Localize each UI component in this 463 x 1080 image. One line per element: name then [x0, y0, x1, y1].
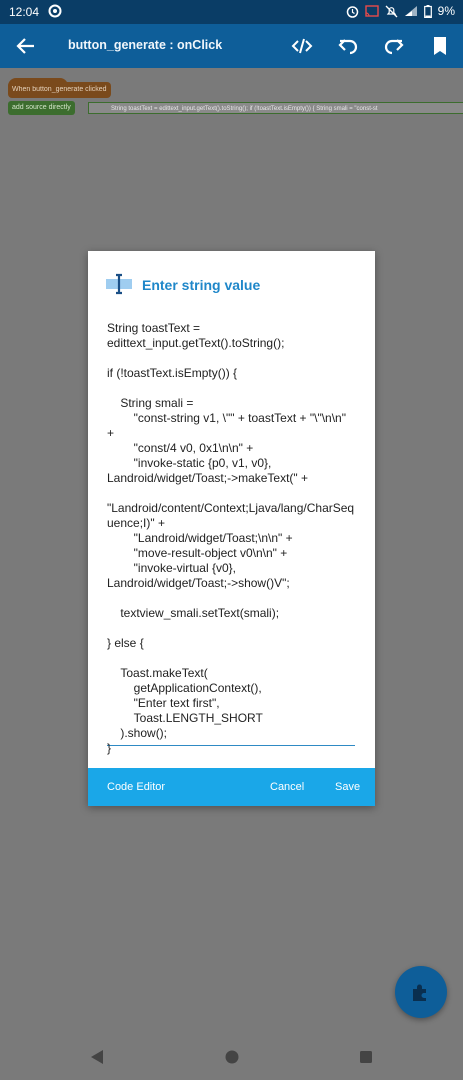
save-button[interactable]: Save	[335, 781, 361, 793]
settings-icon	[48, 4, 62, 18]
alarm-icon	[346, 5, 359, 18]
back-triangle-icon[interactable]	[89, 1049, 105, 1065]
text-cursor-icon	[106, 273, 132, 295]
event-block[interactable]: When button_generate clicked	[8, 82, 111, 98]
app-bar	[0, 24, 463, 68]
mute-icon	[385, 5, 398, 18]
string-input-dialog	[88, 251, 375, 806]
dialog-title: Enter string value	[142, 277, 261, 293]
signal-icon	[404, 5, 418, 17]
code-text[interactable]: String toastText = edittext_input.getText().toString(); if (!toastText.isEmpty()) { String smali = "const-string v1, \"" + toastText + "\"\n\n" + "const/4 v0, 0x1\n\n" + "invoke-static {p0, v1, v0}, Landroid/widget/Toast;->makeText(" + "Landroid/content/Context;Ljava/lang/CharSequence;I)" + "Landroid/widget/Toast;\n\n" + "move-result-object v0\n\n" + "invoke-virtual {v0}, Landroid/widget/Toast;->show()V"; textview_smali.setText(smali); } else { Toast.makeText( getApplicationContext(), "Enter text first", Toast.LENGTH_SHORT ).show(); }	[107, 321, 355, 755]
code-editor-button[interactable]: Code Editor	[107, 781, 166, 793]
add-source-block[interactable]: add source directly	[8, 101, 75, 115]
add-block-button[interactable]	[395, 966, 447, 1018]
battery-percent: 9%	[437, 4, 455, 18]
redo-icon[interactable]	[382, 34, 406, 58]
home-circle-icon[interactable]	[224, 1049, 240, 1065]
string-value-input[interactable]	[107, 321, 355, 755]
puzzle-piece-icon	[409, 980, 433, 1004]
status-time: 12:04	[9, 5, 40, 19]
battery-icon	[424, 5, 432, 18]
recents-square-icon[interactable]	[358, 1049, 374, 1065]
undo-icon[interactable]	[336, 34, 360, 58]
bookmark-icon[interactable]	[428, 34, 452, 58]
status-bar	[0, 0, 463, 24]
system-nav-bar	[0, 1034, 463, 1080]
back-arrow-icon[interactable]	[14, 34, 38, 58]
status-icons	[346, 4, 455, 18]
cancel-button[interactable]: Cancel	[270, 781, 305, 793]
cast-icon	[365, 5, 379, 17]
code-icon[interactable]	[290, 34, 314, 58]
page-title: button_generate : onClick	[68, 38, 223, 52]
dialog-footer	[88, 768, 375, 806]
source-block-value[interactable]: String toastText = edittext_input.getText().toString(); if (!toastText.isEmpty()) { String smali = "const-st	[88, 102, 463, 114]
